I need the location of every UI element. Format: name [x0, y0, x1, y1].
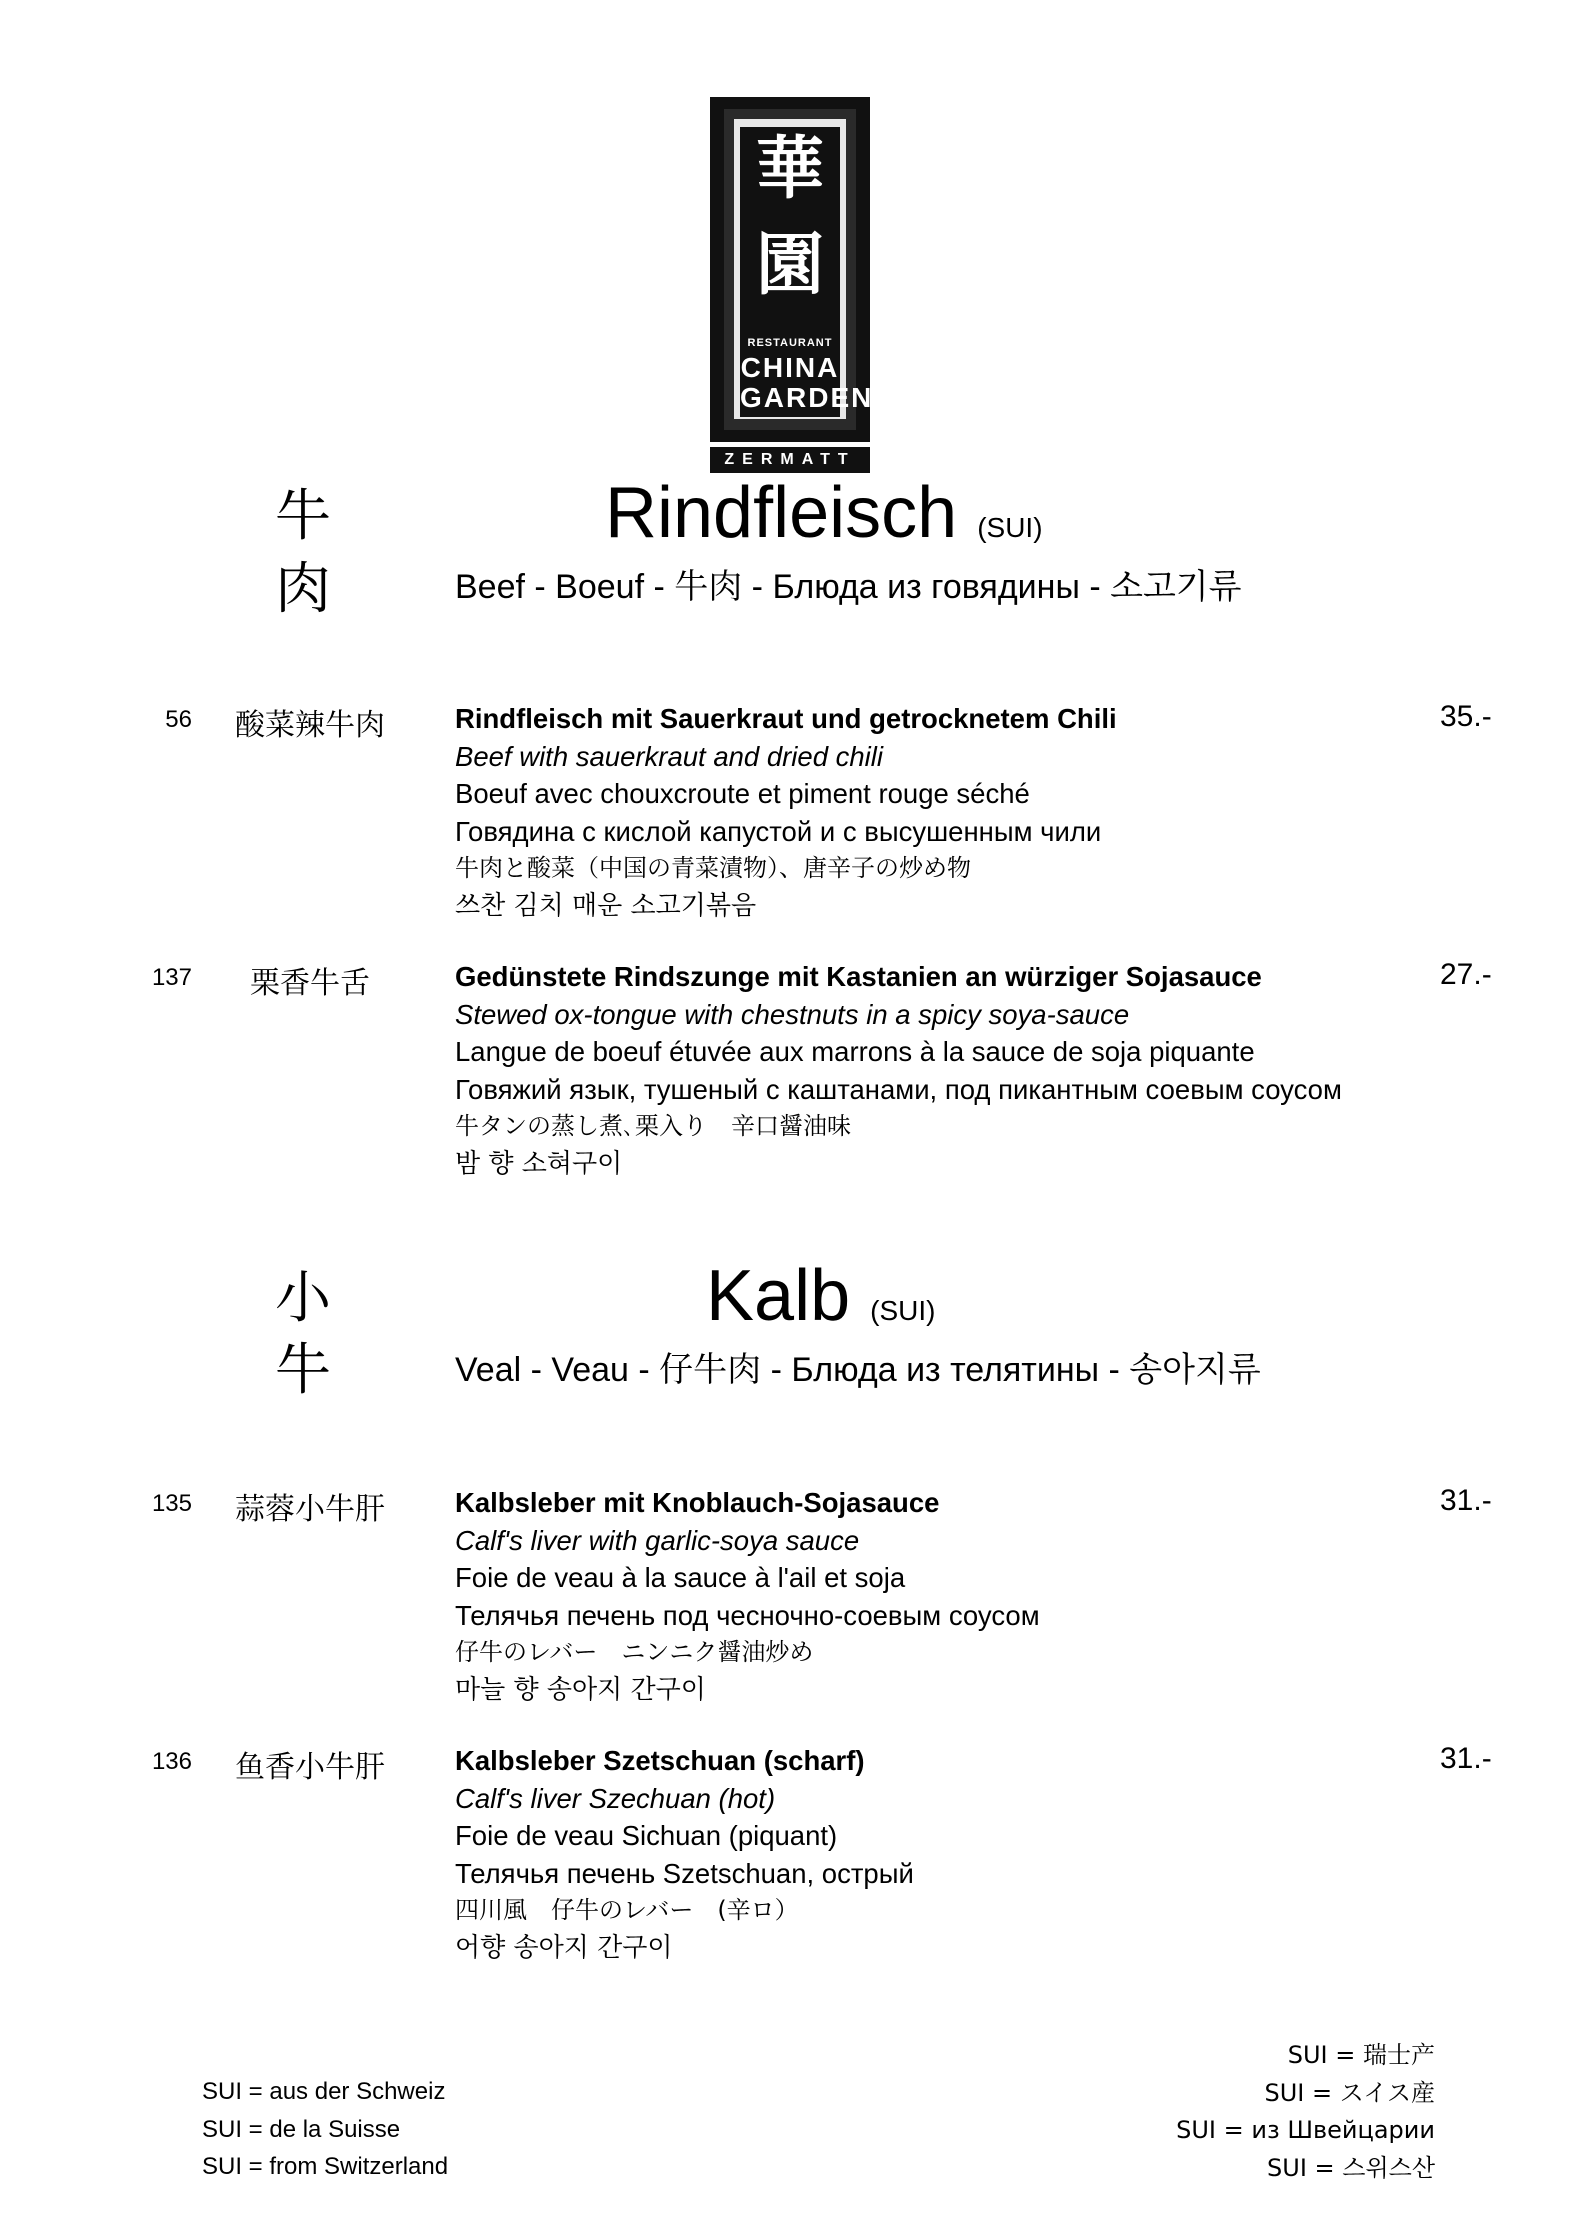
item-chinese-name: 栗香牛舌 [250, 966, 370, 1001]
item-descriptions [455, 700, 1425, 926]
logo-panel [740, 127, 874, 417]
item-number: 56 [165, 706, 192, 733]
footer-line: SUI = 瑞士产 [1287, 2041, 1435, 2069]
item-name-fr: Foie de veau à la sauce à l'ail et soja [455, 1562, 906, 1594]
item-name-en: Stewed ox-tongue with chestnuts in a spicy soya-sauce [455, 998, 1130, 1030]
item-descriptions [455, 958, 1425, 1184]
item-name-de: Rindfleisch mit Sauerkraut und getrocknetem Chili [455, 703, 1117, 734]
item-name-de: Gedünstete Rindszunge mit Kastanien an würziger Sojasauce [455, 961, 1262, 992]
item-chinese-name: 蒜蓉小牛肝 [235, 1492, 385, 1527]
item-price: 27.- [1440, 958, 1492, 991]
item-price: 31.- [1440, 1484, 1492, 1517]
logo-location: ZERMATT [710, 447, 870, 473]
item-number: 136 [151, 1748, 192, 1775]
item-chinese-name: 鱼香小牛肝 [235, 1750, 385, 1785]
item-name-fr: Boeuf avec chouxcroute et piment rouge séché [455, 778, 1030, 810]
item-name-ko: 쓰찬 김치 매운 소고기볶음 [455, 890, 757, 921]
item-name-ru: Говядина с кислой капустой и с высушенным чили [455, 815, 1102, 847]
item-name-de: Kalbsleber Szetschuan (scharf) [455, 1745, 865, 1776]
section-title [706, 1256, 935, 1351]
item-number: 137 [151, 964, 192, 991]
item-number: 135 [151, 1490, 192, 1517]
logo-name-line2: GARDEN [740, 382, 874, 413]
footer-line: SUI = 스위스산 [1267, 2153, 1435, 2182]
item-name-ja: 仔牛のレバー ニンニク醤油炒め [455, 1638, 814, 1667]
logo-char-bottom: 園 [755, 225, 824, 305]
item-name-ja: 牛タンの蒸し煮､栗入り 辛口醤油味 [455, 1112, 851, 1141]
item-descriptions [455, 1742, 1425, 1968]
item-descriptions [455, 1484, 1425, 1710]
item-name-en: Calf's liver with garlic-soya sauce [455, 1524, 860, 1556]
section-title-text: Kalb [706, 1256, 851, 1336]
footer-line: SUI = из Швейцарии [1176, 2116, 1435, 2144]
item-name-ko: 밤 향 소혀구이 [455, 1148, 623, 1179]
section-char-bottom: 肉 [275, 557, 331, 622]
footer-legend-right [1176, 2037, 1435, 2187]
item-name-ru: Телячья печень под чесночно-соевым соусом [455, 1599, 1040, 1631]
item-name-ko: 어향 송아지 간구이 [455, 1932, 673, 1963]
item-price: 31.- [1440, 1742, 1492, 1775]
item-name-ja: 四川風 仔牛のレバー (辛ロ） [455, 1896, 799, 1925]
item-price: 35.- [1440, 700, 1492, 733]
section-subtitle: Beef - Boeuf - 牛肉 - Блюда из говядины - 소고기류 [455, 568, 1242, 606]
item-name-de: Kalbsleber mit Knoblauch-Sojasauce [455, 1487, 940, 1518]
item-name-fr: Foie de veau Sichuan (piquant) [455, 1820, 838, 1852]
section-title [605, 473, 1043, 568]
logo-name-line1: CHINA [740, 352, 840, 383]
item-name-ja: 牛肉と酸菜（中国の青菜漬物）、唐辛子の炒め物 [455, 854, 971, 883]
section-title-text: Rindfleisch [605, 473, 958, 553]
section-title-tag: (SUI) [977, 512, 1043, 543]
section-char-bottom: 牛 [275, 1338, 331, 1403]
logo-restaurant-label: RESTAURANT [747, 337, 833, 349]
item-name-fr: Langue de boeuf étuvée aux marrons à la sauce de soja piquante [455, 1036, 1255, 1068]
section-title-tag: (SUI) [870, 1295, 936, 1326]
footer-line: SUI = スイス産 [1264, 2078, 1435, 2107]
item-name-en: Beef with sauerkraut and dried chili [455, 740, 884, 772]
item-name-en: Calf's liver Szechuan (hot) [455, 1782, 776, 1814]
footer-line: SUI = from Switzerland [202, 2153, 449, 2180]
section-char-top: 小 [275, 1266, 331, 1331]
section-char-top: 牛 [275, 484, 331, 549]
item-name-ru: Говяжий язык, тушеный с каштанами, под пикантным соевым соусом [455, 1073, 1342, 1105]
item-name-ru: Телячья печень Szetschuan, острый [455, 1857, 914, 1889]
section-subtitle: Veal - Veau - 仔牛肉 - Блюда из телятины - 송아지류 [455, 1351, 1261, 1389]
item-chinese-name: 酸菜辣牛肉 [235, 708, 385, 743]
footer-line: SUI = de la Suisse [202, 2115, 401, 2143]
footer-legend-left [202, 2073, 448, 2186]
footer-line: SUI = aus der Schweiz [202, 2078, 446, 2105]
item-name-ko: 마늘 향 송아지 간구이 [455, 1674, 706, 1705]
restaurant-logo [710, 97, 874, 475]
logo-char-top: 華 [755, 129, 824, 209]
